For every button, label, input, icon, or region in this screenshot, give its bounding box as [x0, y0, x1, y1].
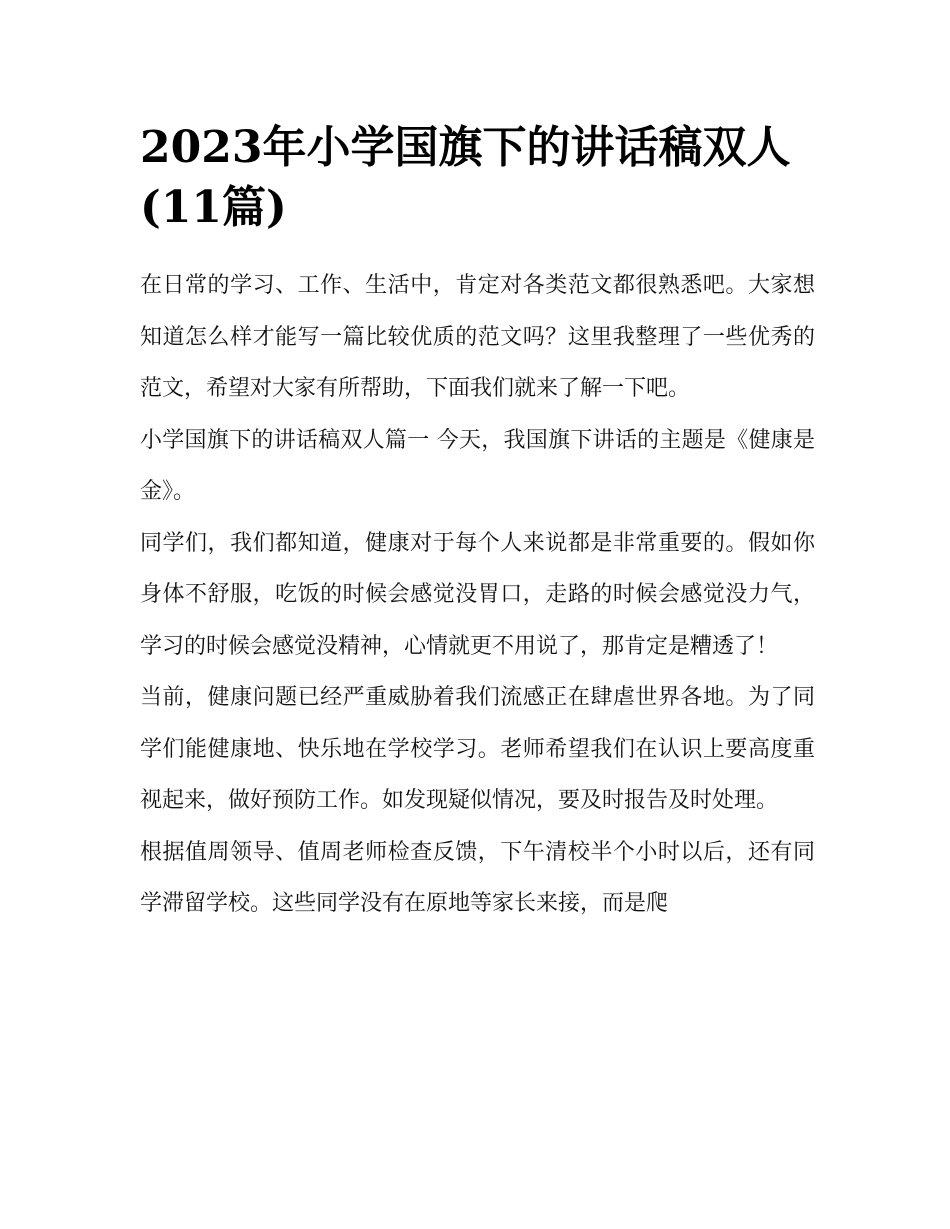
- paragraph-school-feedback: 根据值周领导、值周老师检查反馈，下午清校半个小时以后，还有同学滞留学校。这些同学没有在原地等家长来接，而是爬: [140, 839, 815, 916]
- document-title: 2023年小学国旗下的讲话稿双人(11篇): [140, 122, 791, 233]
- paragraph-health-importance: 同学们，我们都知道，健康对于每个人来说都是非常重要的。假如你身体不舒服，吃饭的时候会感觉没胃口，走路的时候会感觉没力气，学习的时候会感觉没精神，心情就更不用说了，那肯定是糟透了！: [140, 530, 815, 659]
- document-body: [140, 260, 815, 930]
- document-page: [140, 118, 815, 930]
- paragraph-flu-prevention: 当前，健康问题已经严重威胁着我们流感正在肆虐世界各地。为了同学们能健康地、快乐地在学校学习。老师希望我们在认识上要高度重视起来，做好预防工作。如发现疑似情况，要及时报告及时处理。: [140, 685, 815, 813]
- paragraph-section-one-opening: 小学国旗下的讲话稿双人篇一 今天，我国旗下讲话的主题是《健康是金》。: [140, 427, 815, 504]
- paragraph-intro: 在日常的学习、工作、生活中，肯定对各类范文都很熟悉吧。大家想知道怎么样才能写一篇比较优质的范文吗？这里我整理了一些优秀的范文，希望对大家有所帮助，下面我们就来了解一下吧。: [140, 273, 815, 401]
